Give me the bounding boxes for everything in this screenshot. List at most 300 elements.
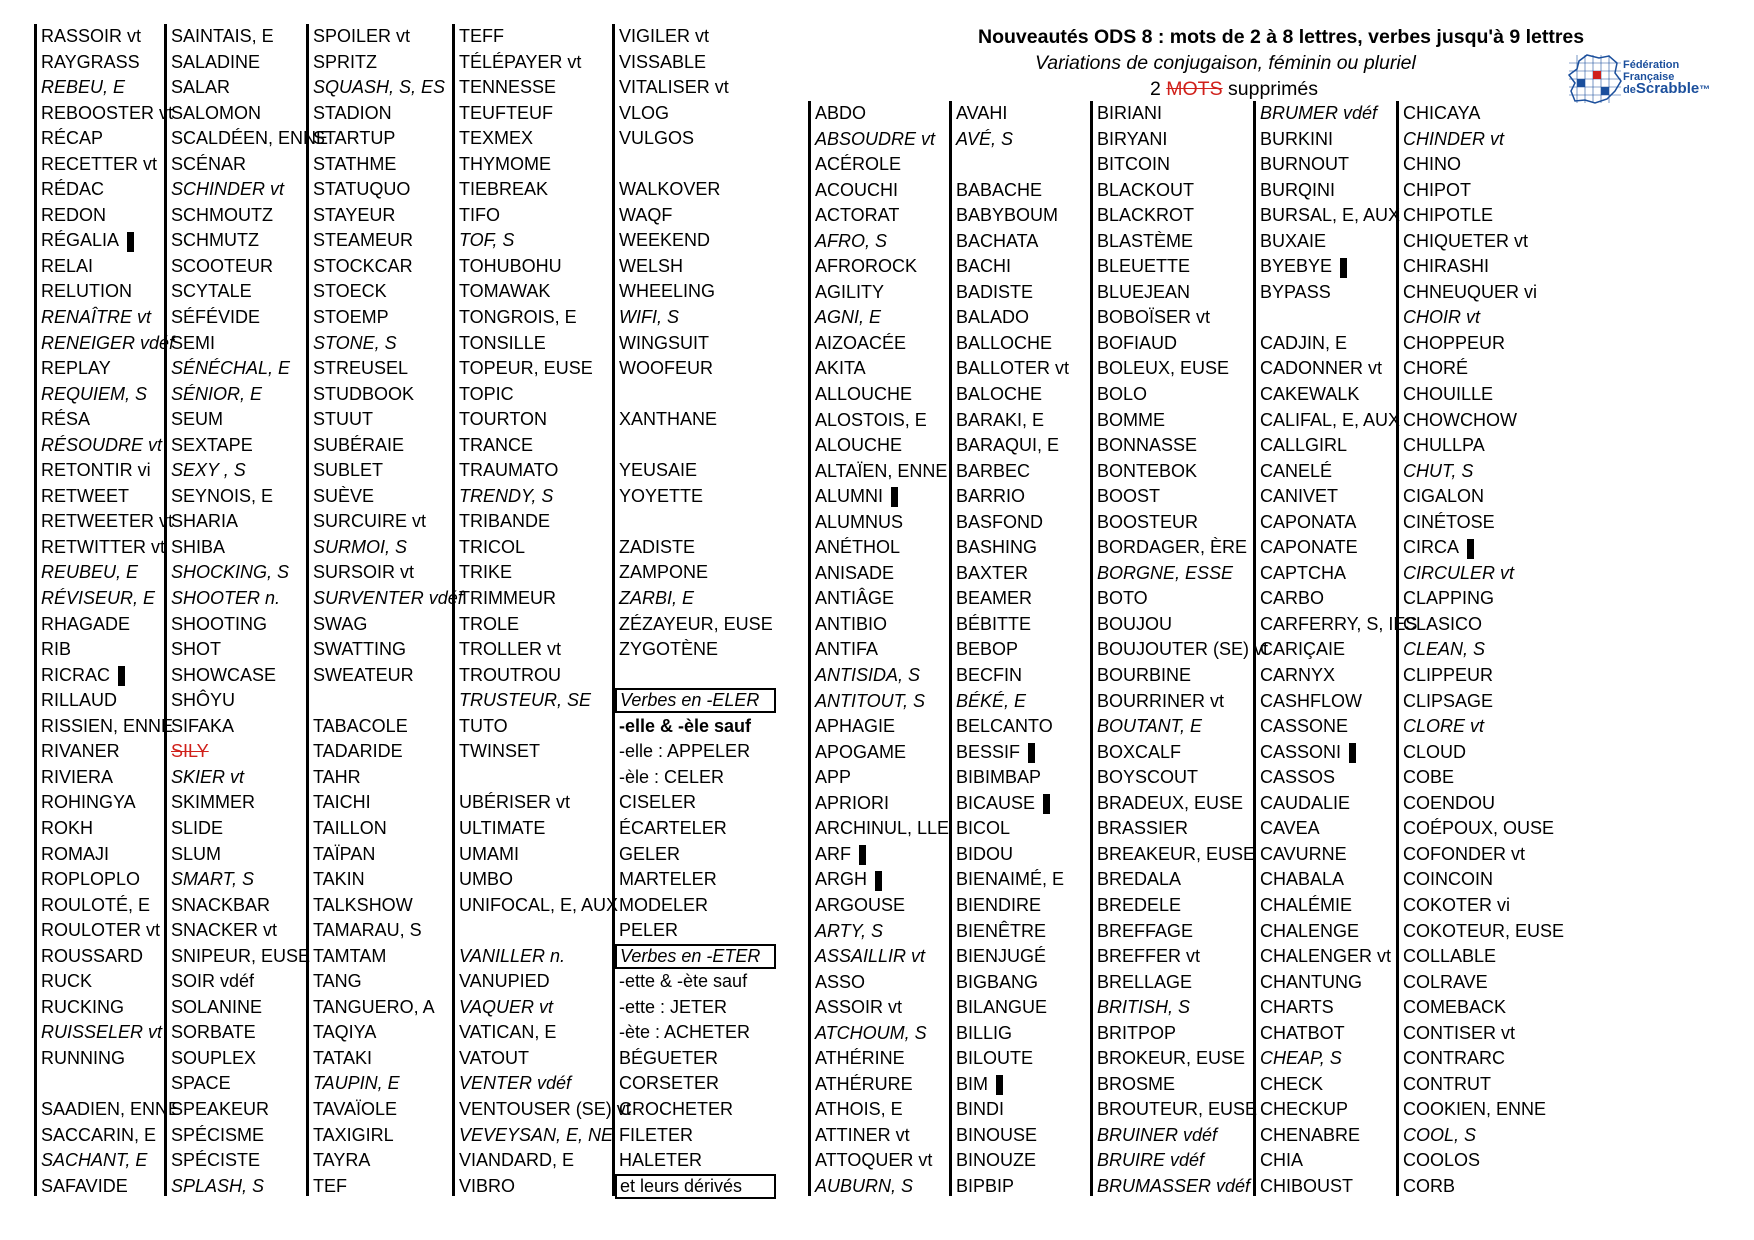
word-column xyxy=(452,24,631,1196)
word-entry xyxy=(1097,433,1268,459)
word-text: SCOOTEUR xyxy=(171,255,274,276)
word-entry xyxy=(171,535,328,561)
word-entry xyxy=(956,459,1069,485)
word-entry xyxy=(1403,178,1564,204)
word-entry xyxy=(171,279,328,305)
word-text: SNIPEUR, EUSE xyxy=(171,945,311,966)
word-entry xyxy=(313,1097,463,1123)
word-text: BRADEUX, EUSE xyxy=(1097,792,1244,813)
word-entry xyxy=(1403,433,1564,459)
word-text: CIRCA xyxy=(1403,537,1460,558)
word-text: APOGAME xyxy=(815,741,907,762)
word-entry xyxy=(1260,561,1417,587)
word-entry xyxy=(1403,127,1564,153)
word-text: BOLEUX, EUSE xyxy=(1097,358,1230,379)
word-text: CARFERRY, S, IES xyxy=(1260,613,1418,634)
word-entry xyxy=(313,790,463,816)
word-text: ZÉZAYEUR, EUSE xyxy=(619,613,773,634)
word-text: SUÈVE xyxy=(313,485,375,506)
word-text: COKOTER vi xyxy=(1403,894,1511,915)
word-text: BUXAIE xyxy=(1260,230,1327,251)
word-text: BOUJOUTER (SE) vt xyxy=(1097,639,1269,660)
word-entry xyxy=(619,688,776,714)
word-entry xyxy=(41,893,180,919)
word-text: RÉVISEUR, E xyxy=(41,588,156,609)
word-entry xyxy=(459,50,631,76)
word-text: SHOCKING, S xyxy=(171,562,290,583)
word-text: SPÉCISME xyxy=(171,1124,265,1145)
word-text: SCÉNAR xyxy=(171,153,247,174)
word-text: CHUT, S xyxy=(1403,460,1474,481)
word-text: SOIR vdéf xyxy=(171,971,255,992)
word-entry xyxy=(1260,356,1417,382)
word-text: BROUTEUR, EUSE xyxy=(1097,1099,1258,1120)
word-text: BINOUZE xyxy=(956,1150,1037,1171)
word-entry xyxy=(1097,305,1268,331)
word-text: UMAMI xyxy=(459,843,519,864)
word-entry xyxy=(956,995,1069,1021)
word-entry xyxy=(815,663,949,689)
word-text: SPRITZ xyxy=(313,51,378,72)
word-text: TRIKE xyxy=(459,562,513,583)
word-text: VATICAN, E xyxy=(459,1022,557,1043)
word-text: TÉLÉPAYER vt xyxy=(459,51,582,72)
removed-words-note xyxy=(1150,76,1318,102)
word-entry xyxy=(171,254,328,280)
word-text: SPLASH, S xyxy=(171,1175,265,1196)
word-entry xyxy=(619,1148,776,1174)
word-entry xyxy=(41,305,180,331)
word-entry xyxy=(313,1174,463,1200)
word-entry xyxy=(1403,1021,1564,1047)
word-text: SAADIEN, ENNE xyxy=(41,1098,181,1119)
word-entry xyxy=(41,50,180,76)
word-text: GELER xyxy=(619,843,681,864)
word-text: TAXIGIRL xyxy=(313,1124,394,1145)
word-text: CONTISER vt xyxy=(1403,1022,1516,1043)
word-text: STATUQUO xyxy=(313,179,411,200)
word-text: TROLE xyxy=(459,613,520,634)
word-text: CAKEWALK xyxy=(1260,384,1360,405)
word-entry xyxy=(815,816,949,842)
word-entry xyxy=(815,229,949,255)
section-heading: et leurs dérivés xyxy=(615,1174,776,1199)
word-text: ÉCARTELER xyxy=(619,817,727,838)
word-entry xyxy=(459,1097,631,1123)
word-text: CAPONATA xyxy=(1260,511,1357,532)
word-text: BOFIAUD xyxy=(1097,332,1178,353)
word-text: SUBÉRAIE xyxy=(313,434,405,455)
word-entry xyxy=(1260,1021,1417,1047)
word-text: VIBRO xyxy=(459,1175,516,1196)
word-text: SEMI xyxy=(171,332,216,353)
word-text: COOKIEN, ENNE xyxy=(1403,1099,1547,1120)
word-text: CLOUD xyxy=(1403,741,1467,762)
word-entry xyxy=(1403,331,1564,357)
word-text: CAVEA xyxy=(1260,818,1320,839)
word-entry xyxy=(459,305,631,331)
word-text: RICRAC xyxy=(41,664,111,685)
word-text: SACCARIN, E xyxy=(41,1124,157,1145)
word-text: BLACKOUT xyxy=(1097,179,1195,200)
word-text: BIENÊTRE xyxy=(956,920,1047,941)
word-entry xyxy=(1097,127,1268,153)
word-text: BIENAIMÉ, E xyxy=(956,869,1065,890)
word-entry xyxy=(1097,970,1268,996)
word-text: BOUTANT, E xyxy=(1097,716,1203,737)
word-entry xyxy=(956,816,1069,842)
word-text: SAINTAIS, E xyxy=(171,26,274,46)
word-text: TANG xyxy=(313,971,362,992)
word-text: ROMAJI xyxy=(41,843,110,864)
word-entry xyxy=(1403,101,1564,127)
word-entry xyxy=(1403,1148,1564,1174)
word-text: BAXTER xyxy=(956,562,1029,583)
word-entry xyxy=(619,663,776,689)
word-text: ABSOUDRE vt xyxy=(815,128,936,149)
word-text: BREDALA xyxy=(1097,869,1182,890)
word-text: STEAMEUR xyxy=(313,230,414,251)
word-entry xyxy=(1403,1174,1564,1200)
word-text: SCHINDER vt xyxy=(171,179,285,200)
word-text: ALOSTOIS, E xyxy=(815,409,927,430)
word-text: TRIBANDE xyxy=(459,511,551,532)
word-text: CLIPSAGE xyxy=(1403,690,1494,711)
word-entry xyxy=(815,1046,949,1072)
word-text: BICAUSE xyxy=(956,792,1036,813)
word-entry xyxy=(956,893,1069,919)
word-entry xyxy=(41,1148,180,1174)
word-entry xyxy=(619,279,776,305)
word-entry xyxy=(956,1148,1069,1174)
word-entry xyxy=(1260,280,1417,306)
logo-mark: ™ xyxy=(1699,84,1711,96)
word-entry xyxy=(41,356,180,382)
word-entry xyxy=(815,867,949,893)
word-entry xyxy=(619,382,776,408)
word-entry xyxy=(1260,919,1417,945)
word-entry xyxy=(459,177,631,203)
word-text: ALUMNI xyxy=(815,486,884,507)
word-text: CALIFAL, E, AUX xyxy=(1260,409,1401,430)
word-text: ZAMPONE xyxy=(619,562,709,583)
word-entry xyxy=(459,203,631,229)
word-entry xyxy=(313,893,463,919)
word-entry xyxy=(1260,535,1417,561)
word-entry xyxy=(1097,765,1268,791)
word-entry xyxy=(459,560,631,586)
word-entry xyxy=(41,24,180,50)
word-text: TAVAÏOLE xyxy=(313,1098,398,1119)
word-entry xyxy=(459,765,631,791)
word-entry xyxy=(171,944,328,970)
word-entry xyxy=(41,279,180,305)
word-entry xyxy=(171,203,328,229)
word-entry xyxy=(313,739,463,765)
word-text: TOURTON xyxy=(459,409,548,430)
word-text: CHOPPEUR xyxy=(1403,332,1506,353)
word-entry xyxy=(956,586,1069,612)
word-text: ROULOTER vt xyxy=(41,920,161,941)
word-entry xyxy=(1260,1174,1417,1200)
word-text: BACHATA xyxy=(956,230,1039,251)
word-text: COLLABLE xyxy=(1403,946,1497,967)
word-entry xyxy=(171,663,328,689)
word-entry xyxy=(956,791,1069,817)
word-text: ASSAILLIR vt xyxy=(815,946,926,967)
word-text: BROSME xyxy=(1097,1073,1176,1094)
word-text: WALKOVER xyxy=(619,179,721,200)
word-entry xyxy=(171,458,328,484)
word-entry xyxy=(1403,970,1564,996)
word-text: TOPIC xyxy=(459,383,514,404)
word-entry xyxy=(815,510,949,536)
word-entry xyxy=(459,279,631,305)
word-text: BREFFAGE xyxy=(1097,920,1194,941)
word-entry xyxy=(313,944,463,970)
word-text: CLEAN, S xyxy=(1403,639,1486,660)
word-text: RUISSELER vt xyxy=(41,1022,163,1043)
section-heading: Verbes en -ELER xyxy=(615,688,776,713)
word-text: BINDI xyxy=(956,1099,1005,1120)
word-entry xyxy=(1097,663,1268,689)
word-entry xyxy=(1403,663,1564,689)
word-entry xyxy=(1403,356,1564,382)
word-entry xyxy=(1260,970,1417,996)
invariable-marker-icon xyxy=(1028,743,1035,763)
word-entry xyxy=(41,126,180,152)
word-entry xyxy=(619,101,776,127)
word-text: BIBIMBAP xyxy=(956,767,1042,788)
word-text: STATHME xyxy=(313,153,397,174)
word-text: CONTRARC xyxy=(1403,1048,1505,1069)
word-entry xyxy=(459,254,631,280)
word-text: CHATBOT xyxy=(1260,1022,1345,1043)
word-text: ATHÉRINE xyxy=(815,1048,905,1069)
word-column xyxy=(164,24,328,1196)
word-text: ABDO xyxy=(815,103,867,123)
word-text: SALADINE xyxy=(171,51,261,72)
word-entry xyxy=(1403,791,1564,817)
word-text: BALLOCHE xyxy=(956,332,1053,353)
word-text: CHECKUP xyxy=(1260,1099,1349,1120)
word-text: SHOOTER n. xyxy=(171,588,281,609)
word-entry xyxy=(1097,842,1268,868)
word-entry xyxy=(956,1097,1069,1123)
word-text: COLRAVE xyxy=(1403,971,1488,992)
word-text: SCALDÉEN, ENNE xyxy=(171,128,329,149)
word-entry xyxy=(1403,152,1564,178)
word-entry xyxy=(1097,382,1268,408)
word-entry xyxy=(956,612,1069,638)
word-entry xyxy=(459,1020,631,1046)
word-entry xyxy=(313,714,463,740)
word-text: TABACOLE xyxy=(313,715,408,736)
word-entry xyxy=(1403,254,1564,280)
word-entry xyxy=(313,1020,463,1046)
word-entry xyxy=(171,1123,328,1149)
word-entry xyxy=(459,433,631,459)
word-entry xyxy=(313,203,463,229)
word-text: YEUSAIE xyxy=(619,460,698,481)
word-entry xyxy=(1260,689,1417,715)
word-entry xyxy=(956,382,1069,408)
word-text: TADARIDE xyxy=(313,741,403,762)
invariable-marker-icon xyxy=(1043,794,1050,814)
word-entry xyxy=(313,458,463,484)
word-text: SNACKER vt xyxy=(171,920,278,941)
word-entry xyxy=(1403,1123,1564,1149)
word-entry xyxy=(41,1020,180,1046)
word-text: AKITA xyxy=(815,358,866,379)
word-entry xyxy=(1260,586,1417,612)
word-text: VATOUT xyxy=(459,1047,530,1068)
word-text: BÉGUETER xyxy=(619,1047,719,1068)
word-entry xyxy=(1260,305,1417,331)
word-entry xyxy=(313,407,463,433)
word-entry xyxy=(956,408,1069,434)
word-entry xyxy=(1097,408,1268,434)
word-entry xyxy=(313,126,463,152)
word-text: STADION xyxy=(313,102,392,123)
word-entry xyxy=(41,407,180,433)
word-text: SEUM xyxy=(171,409,224,430)
word-entry xyxy=(41,918,180,944)
word-entry xyxy=(313,254,463,280)
word-entry xyxy=(619,944,776,970)
word-entry xyxy=(313,331,463,357)
word-text: BLACKROT xyxy=(1097,205,1195,226)
word-text: CLASICO xyxy=(1403,613,1483,634)
word-text: BILANGUE xyxy=(956,997,1048,1018)
word-text: -elle : APPELER xyxy=(619,741,751,762)
word-entry xyxy=(956,765,1069,791)
word-entry xyxy=(1097,995,1268,1021)
word-text: CHIQUETER vt xyxy=(1403,230,1529,251)
word-entry xyxy=(41,995,180,1021)
word-text: XANTHANE xyxy=(619,409,718,430)
word-entry xyxy=(171,1071,328,1097)
word-text: ACÉROLE xyxy=(815,154,902,175)
word-entry xyxy=(171,126,328,152)
word-entry xyxy=(313,279,463,305)
word-entry xyxy=(1260,1072,1417,1098)
word-entry xyxy=(956,254,1069,280)
word-text: TAQIYA xyxy=(313,1022,377,1043)
word-text: COBE xyxy=(1403,767,1455,788)
word-entry xyxy=(815,714,949,740)
word-text: ROKH xyxy=(41,817,94,838)
word-text: CORSETER xyxy=(619,1073,720,1094)
word-text: WEEKEND xyxy=(619,230,711,251)
word-entry xyxy=(1403,305,1564,331)
word-entry xyxy=(41,560,180,586)
word-entry xyxy=(1097,459,1268,485)
word-entry xyxy=(459,356,631,382)
word-text: TALKSHOW xyxy=(313,894,413,915)
word-entry xyxy=(815,1097,949,1123)
word-text: ASSOIR vt xyxy=(815,997,903,1018)
word-text: TRICOL xyxy=(459,536,526,557)
word-entry xyxy=(619,152,776,178)
word-text: CHORÉ xyxy=(1403,358,1469,379)
word-entry xyxy=(1097,510,1268,536)
word-entry xyxy=(1097,1072,1268,1098)
word-entry xyxy=(1403,816,1564,842)
word-text: CHALENGE xyxy=(1260,920,1360,941)
word-text: CHULLPA xyxy=(1403,435,1485,456)
invariable-marker-icon xyxy=(1349,743,1356,763)
word-entry xyxy=(1260,842,1417,868)
word-entry xyxy=(1097,484,1268,510)
word-entry xyxy=(619,407,776,433)
word-text: AIZOACÉE xyxy=(815,332,907,353)
word-text: CASHFLOW xyxy=(1260,690,1363,711)
word-text: TONSILLE xyxy=(459,332,546,353)
word-text: ARGH xyxy=(815,869,868,890)
word-text: BURKINI xyxy=(1260,128,1334,149)
word-entry xyxy=(313,688,463,714)
word-text: TEXMEX xyxy=(459,128,534,149)
word-text: COMEBACK xyxy=(1403,997,1507,1018)
removed-suffix: supprimés xyxy=(1222,78,1318,100)
word-entry xyxy=(1260,714,1417,740)
word-text: -èle : CELER xyxy=(619,766,725,787)
word-entry xyxy=(619,50,776,76)
word-text: BASHING xyxy=(956,537,1038,558)
word-entry xyxy=(459,407,631,433)
word-entry xyxy=(459,382,631,408)
word-text: WHEELING xyxy=(619,281,716,302)
word-text: BORGNE, ESSE xyxy=(1097,562,1234,583)
word-entry xyxy=(1097,203,1268,229)
word-column xyxy=(612,24,776,1196)
word-text: SURCUIRE vt xyxy=(313,511,427,532)
word-entry xyxy=(1403,484,1564,510)
word-text: BIPBIP xyxy=(956,1175,1015,1196)
word-entry xyxy=(459,663,631,689)
word-entry xyxy=(459,509,631,535)
word-entry xyxy=(313,1123,463,1149)
word-entry xyxy=(41,1123,180,1149)
word-entry xyxy=(815,1021,949,1047)
word-text: SEXY , S xyxy=(171,460,246,481)
word-entry xyxy=(815,919,949,945)
word-entry xyxy=(619,1123,776,1149)
word-text: BORDAGER, ÈRE xyxy=(1097,537,1248,558)
word-entry xyxy=(956,1021,1069,1047)
word-entry xyxy=(815,995,949,1021)
word-text: ASSO xyxy=(815,971,866,992)
word-entry xyxy=(619,842,776,868)
word-text: BOURBINE xyxy=(1097,665,1192,686)
word-entry xyxy=(619,24,776,50)
word-text: RUCK xyxy=(41,971,93,992)
word-entry xyxy=(1403,229,1564,255)
word-entry xyxy=(1403,408,1564,434)
word-entry xyxy=(956,356,1069,382)
word-entry xyxy=(1097,893,1268,919)
word-text: CONTRUT xyxy=(1403,1073,1491,1094)
word-entry xyxy=(619,228,776,254)
word-entry xyxy=(956,152,1069,178)
word-entry xyxy=(619,816,776,842)
word-entry xyxy=(171,152,328,178)
word-text: VITALISER vt xyxy=(619,77,729,98)
word-text: RHAGADE xyxy=(41,613,131,634)
word-entry xyxy=(313,75,463,101)
word-entry xyxy=(171,228,328,254)
